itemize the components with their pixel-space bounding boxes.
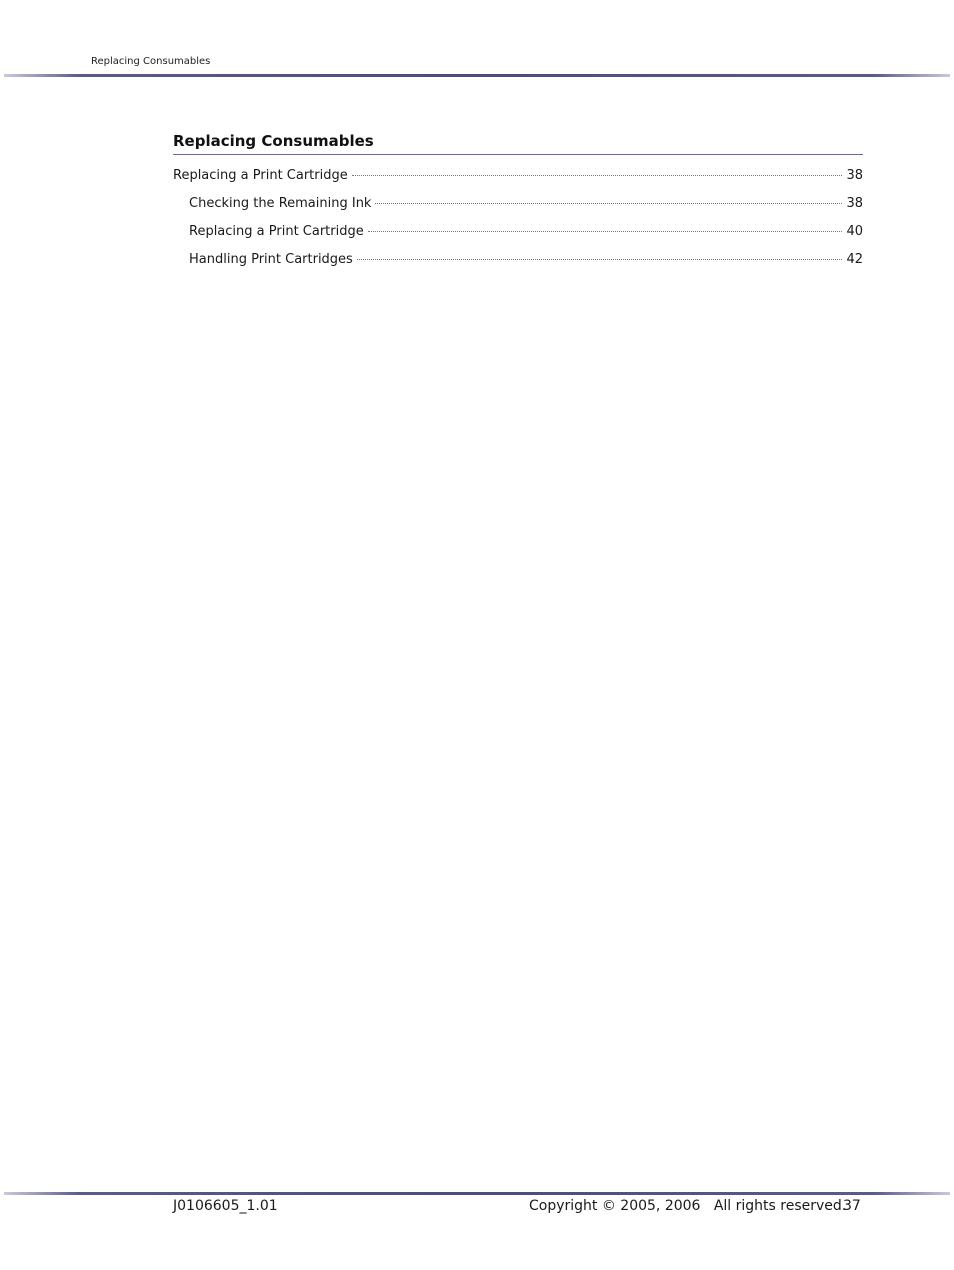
toc-dot-leader (375, 203, 842, 204)
toc-entry-label[interactable]: Checking the Remaining Ink (189, 196, 372, 211)
table-of-contents (173, 168, 863, 280)
toc-entry-page[interactable]: 38 (846, 168, 863, 183)
toc-entry-handling-print-cartridges[interactable] (173, 252, 863, 280)
section-title: Replacing Consumables (173, 132, 863, 155)
footer-document-id: J0106605_1.01 (173, 1198, 278, 1214)
toc-dot-leader (357, 259, 843, 260)
footer-copyright: Copyright © 2005, 2006 All rights reserved. (529, 1198, 847, 1214)
toc-dot-leader (352, 175, 843, 176)
toc-entry-page[interactable]: 40 (846, 224, 863, 239)
footer-rule (4, 1192, 950, 1195)
footer-page-number: 37 (843, 1198, 861, 1214)
header-rule (4, 74, 950, 77)
toc-entry-label[interactable]: Handling Print Cartridges (189, 252, 353, 267)
toc-entry-label[interactable]: Replacing a Print Cartridge (189, 224, 364, 239)
toc-entry-label[interactable]: Replacing a Print Cartridge (173, 168, 348, 183)
toc-entry-page[interactable]: 38 (846, 196, 863, 211)
toc-entry-page[interactable]: 42 (846, 252, 863, 267)
running-header: Replacing Consumables (91, 56, 211, 67)
toc-entry-checking-remaining-ink[interactable] (173, 196, 863, 224)
toc-entry-replacing-print-cartridge-sub[interactable] (173, 224, 863, 252)
toc-entry-replacing-print-cartridge[interactable] (173, 168, 863, 196)
toc-dot-leader (368, 231, 843, 232)
